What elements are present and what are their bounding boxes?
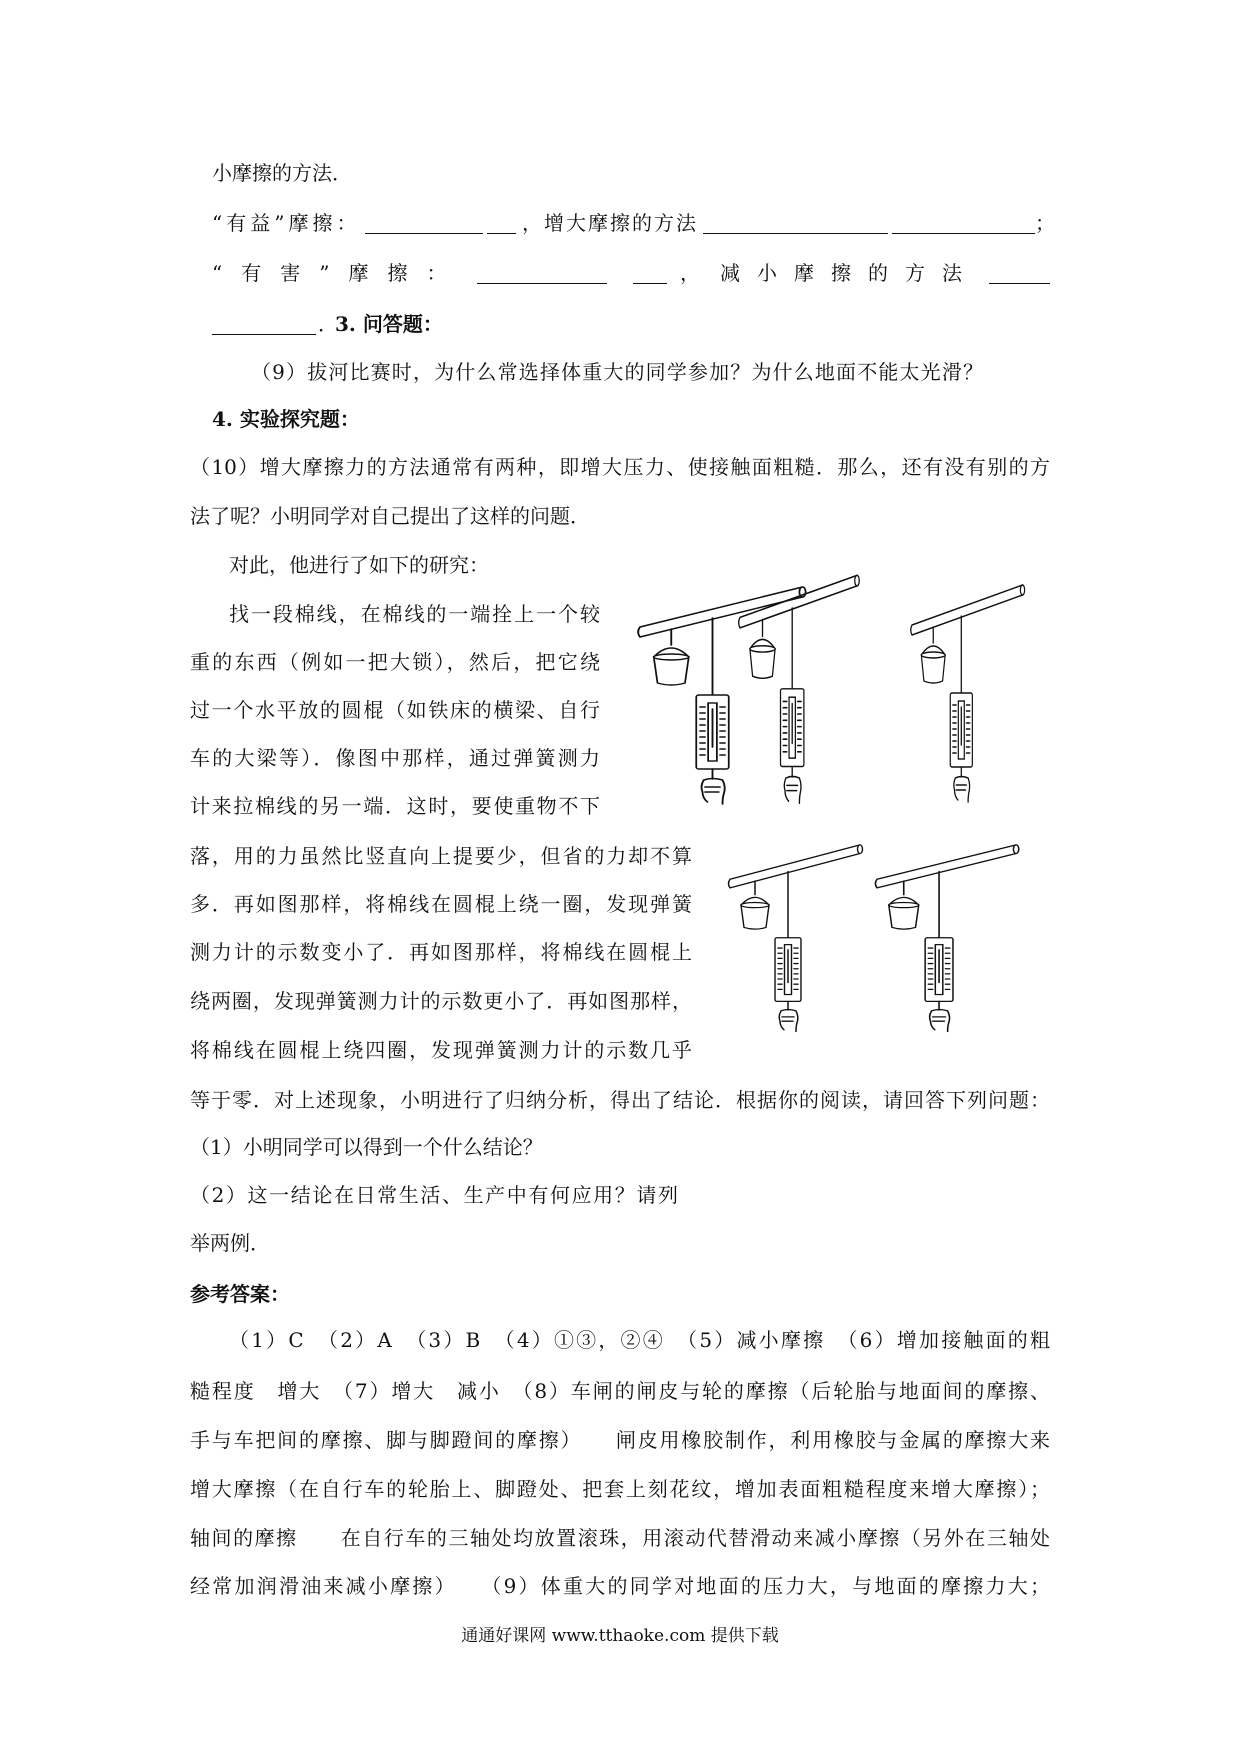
experiment-question-2-cont: 举两例． bbox=[190, 1231, 270, 1255]
setup-one-wrap bbox=[911, 585, 1025, 802]
setup-two-wraps bbox=[729, 845, 863, 1032]
experiment-question-1: （1）小明同学可以得到一个什么结论？ bbox=[190, 1135, 543, 1159]
experiment-text-line: 法了呢？小明同学对自己提出了这样的问题． bbox=[190, 504, 590, 528]
experiment-text-line: 过一个水平放的圆棍（如铁床的横梁、自行 bbox=[190, 698, 600, 722]
experiment-text-line: （10）增大摩擦力的方法通常有两种，即增大压力、使接触面粗糙．那么，还有没有别的方 bbox=[190, 455, 1050, 479]
experiment-text-line: 将棉线在圆棍上绕四圈，发现弹簧测力计的示数几乎 bbox=[190, 1038, 692, 1062]
setup-four-wraps bbox=[875, 845, 1018, 1032]
experiment-text-line: 对此，他进行了如下的研究： bbox=[229, 553, 489, 577]
increase-method-label: ，增大摩擦的方法 bbox=[522, 211, 698, 235]
answer-blank bbox=[892, 233, 1035, 234]
answers-heading: 参考答案： bbox=[190, 1282, 290, 1306]
answer-blank bbox=[487, 233, 516, 234]
answer-blank bbox=[633, 283, 667, 284]
answer-blank bbox=[365, 233, 483, 234]
experiment-text-line: 找一段棉线，在棉线的一端拴上一个较 bbox=[229, 602, 600, 626]
experiment-figure bbox=[630, 555, 1030, 1045]
experiment-question-2: （2）这一结论在日常生活、生产中有何应用？请列 bbox=[190, 1183, 678, 1207]
answer-blank bbox=[212, 334, 316, 335]
text-line: 小摩擦的方法． bbox=[212, 161, 352, 185]
punctuation: ． bbox=[318, 312, 338, 336]
experiment-text-line: 落，用的力虽然比竖直向上提要少，但省的力却不算 bbox=[190, 844, 692, 868]
experiment-text-line: 多．再如图那样，将棉线在圆棍上绕一圈，发现弹簧 bbox=[190, 892, 692, 916]
answer-line: 手与车把间的摩擦、脚与脚蹬间的摩擦） 闸皮用橡胶制作，利用橡胶与金属的摩擦大来 bbox=[190, 1428, 1050, 1452]
punctuation: ； bbox=[1035, 211, 1055, 235]
setup-over-rod bbox=[739, 575, 860, 803]
reduce-method-label: 减小摩擦的方法 bbox=[720, 261, 979, 285]
section-heading-qa: 3. 问答题： bbox=[335, 312, 443, 336]
page-footer: 通通好课网 www.tthaoke.com 提供下载 bbox=[461, 1626, 779, 1646]
experiment-text-line: 测力计的示数变小了．再如图那样，将棉线在圆棍上 bbox=[190, 940, 692, 964]
experiment-text-line: 等于零．对上述现象，小明进行了归纳分析，得出了结论．根据你的阅读，请回答下列问题： bbox=[190, 1088, 1050, 1112]
answer-blank bbox=[703, 233, 888, 234]
answer-line: （1）C （2）A （3）B （4）①③，②④ （5）减小摩擦 （6）增加接触面的粗 bbox=[229, 1328, 1050, 1352]
question-9: （9）拔河比赛时，为什么常选择体重大的同学参加？为什么地面不能太光滑？ bbox=[251, 360, 983, 384]
experiment-text-line: 绕两圈，发现弹簧测力计的示数更小了．再如图那样， bbox=[190, 989, 692, 1013]
answer-line: 糙程度 增大 （7）增大 减小 （8）车闸的闸皮与轮的摩擦（后轮胎与地面间的摩擦、 bbox=[190, 1379, 1050, 1403]
answer-line: 经常加润滑油来减小摩擦） （9）体重大的同学对地面的压力大，与地面的摩擦力大； bbox=[190, 1574, 1050, 1598]
experiment-text-line: 车的大梁等）．像图中那样，通过弹簧测力 bbox=[190, 746, 600, 770]
section-heading-experiment: 4. 实验探究题： bbox=[212, 407, 360, 431]
harmful-friction-label: “有害”摩擦： bbox=[212, 261, 466, 285]
answer-line: 轴间的摩擦 在自行车的三轴处均放置滚珠，用滚动代替滑动来减小摩擦（另外在三轴处 bbox=[190, 1526, 1050, 1550]
answer-blank bbox=[477, 283, 607, 284]
punctuation: ， bbox=[680, 261, 700, 285]
answer-line: 增大摩擦（在自行车的轮胎上、脚蹬处、把套上刻花纹，增加表面粗糙程度来增大摩擦）； bbox=[190, 1477, 1050, 1501]
experiment-text-line: 重的东西（例如一把大锁），然后，把它绕 bbox=[190, 650, 600, 674]
useful-friction-label: “有益”摩擦： bbox=[212, 211, 361, 235]
answer-blank bbox=[989, 283, 1050, 284]
experiment-text-line: 计来拉棉线的另一端．这时，要使重物不下 bbox=[190, 794, 600, 818]
